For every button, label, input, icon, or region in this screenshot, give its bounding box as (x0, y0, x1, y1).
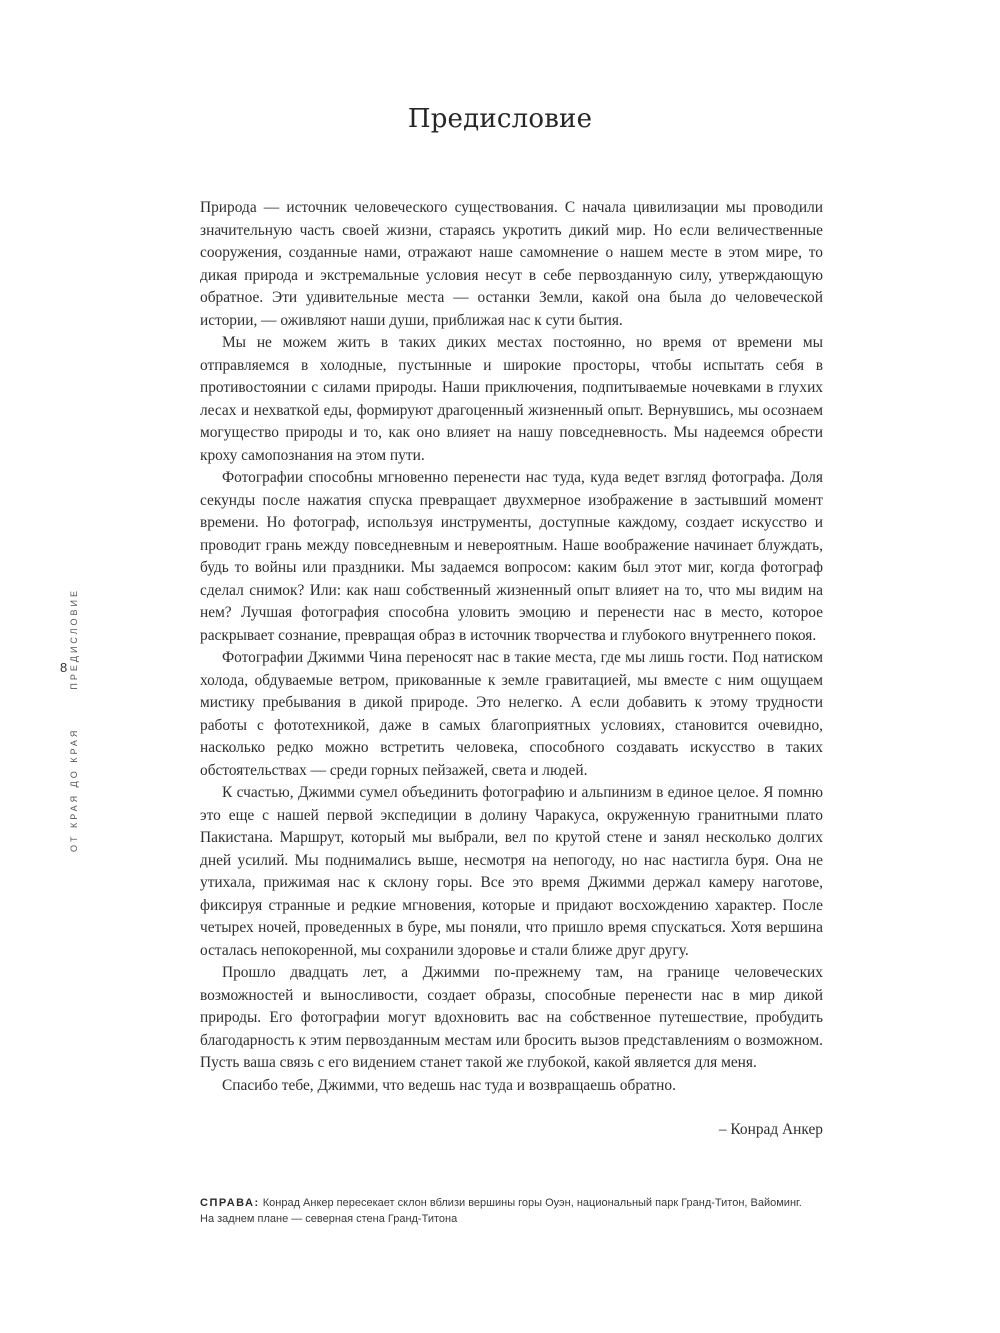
page-number: 8 (60, 660, 68, 675)
paragraph: Фотографии способны мгновенно перенести нас туда, куда ведет взгляд фотографа. Доля секунды после нажатия спуска превращает двухмерное изображение в застывший момент времени. Но фотограф, используя инструменты, доступные каждому, создает искусство и проводит грань между повседневным и невероятным. Наше воображение начинает блуждать, будь то войны или праздники. Мы задаемся вопросом: каким был этот миг, когда фотограф сделал снимок? Или: как наш собственный жизненный опыт влияет на то, что мы видим на нем? Лучшая фотография способна уловить эмоцию и перенести нас в место, которое раскрывает сознание, превращая образ в источник творчества и глубокого внутреннего покоя. (200, 469, 823, 644)
running-head-book: ОТ КРАЯ ДО КРАЯ (69, 727, 79, 852)
page-title: Предисловие (407, 104, 593, 134)
paragraph: Спасибо тебе, Джимми, что ведешь нас туда и возвращаешь обратно. (222, 1076, 676, 1094)
paragraph: Фотографии Джимми Чина переносят нас в такие места, где мы лишь гости. Под натиском холода, обдуваемые ветром, прикованные к земле гравитацией, мы вместе с ним ощущаем мистику пребывания в дикой природе. Это нелегко. А если добавить к этому трудности работы с фототехникой, даже в самых благоприятных условиях, становится очевидно, насколько редко можно встретить человека, способного создавать искусство в таких обстоятельствах — среди горных пейзажей, света и людей. (200, 649, 823, 779)
paragraph: Мы не можем жить в таких диких местах постоянно, но время от времени мы отправляемся в холодные, пустынные и широкие просторы, чтобы испытать себя в противостоянии с силами природы. Наши приключения, подпитываемые ночевками в глухих лесах и нехваткой еды, формируют драгоценный жизненный опыт. Вернувшись, мы осознаем могущество природы и то, как оно влияет на нашу повседневность. Мы надеемся обрести кроху самопознания на этом пути. (200, 334, 823, 464)
paragraph: Прошло двадцать лет, а Джимми по-прежнему там, на границе человеческих возможностей и выносливости, создает образы, способные перенести нас в мир дикой природы. Его фотографии могут вдохновить вас на собственное путешествие, пробудить благодарность к этим первозданным местам или бросить вызов представлениям о возможном. Пусть ваша связь с его видением станет такой же глубокой, какой является для меня. (200, 964, 823, 1071)
paragraph: К счастью, Джимми сумел объединить фотографию и альпинизм в единое целое. Я помню это еще с нашей первой экспедиции в долину Чаракуса, окруженную гранитными плато Пакистана. Маршрут, который мы выбрали, вел по крутой стене и занял несколько долгих дней усилий. Мы поднимались выше, несмотря на непогоду, но нас настигла буря. Она не утихала, прижимая нас к склону горы. Все это время Джимми держал камеру наготове, фиксируя странные и редкие мгновения, которые и придают восхождению характер. После четырех ночей, проведенных в буре, мы поняли, что пришло время спускаться. Хотя вершина осталась непокоренной, мы сохранили здоровье и стали ближе друг другу. (200, 784, 823, 959)
caption-text: Конрад Анкер пересекает склон вблизи вершины горы Оуэн, национальный парк Гранд-Титон, Вайоминг. На заднем плане — северная стена Гранд-Титона (200, 1197, 802, 1225)
signature: – Конрад Анкер (718, 1121, 823, 1138)
running-head (69, 588, 79, 852)
caption-label: СПРАВА: (200, 1197, 260, 1209)
body-text (200, 197, 823, 1097)
paragraph: Природа — источник человеческого существования. С начала цивилизации мы проводили значительную часть своей жизни, стараясь укротить дикий мир. Но если величественные сооружения, созданные нами, отражают наше самомнение о нашем месте в этом мире, то дикая природа и экстремальные условия несут в себе первозданную силу, утверждающую обратное. Эти удивительные места — останки Земли, какой она была до человеческой истории, — оживляют наши души, приближая нас к сути бытия. (200, 199, 823, 329)
photo-caption (200, 1195, 810, 1227)
running-head-section: ПРЕДИСЛОВИЕ (69, 587, 79, 690)
